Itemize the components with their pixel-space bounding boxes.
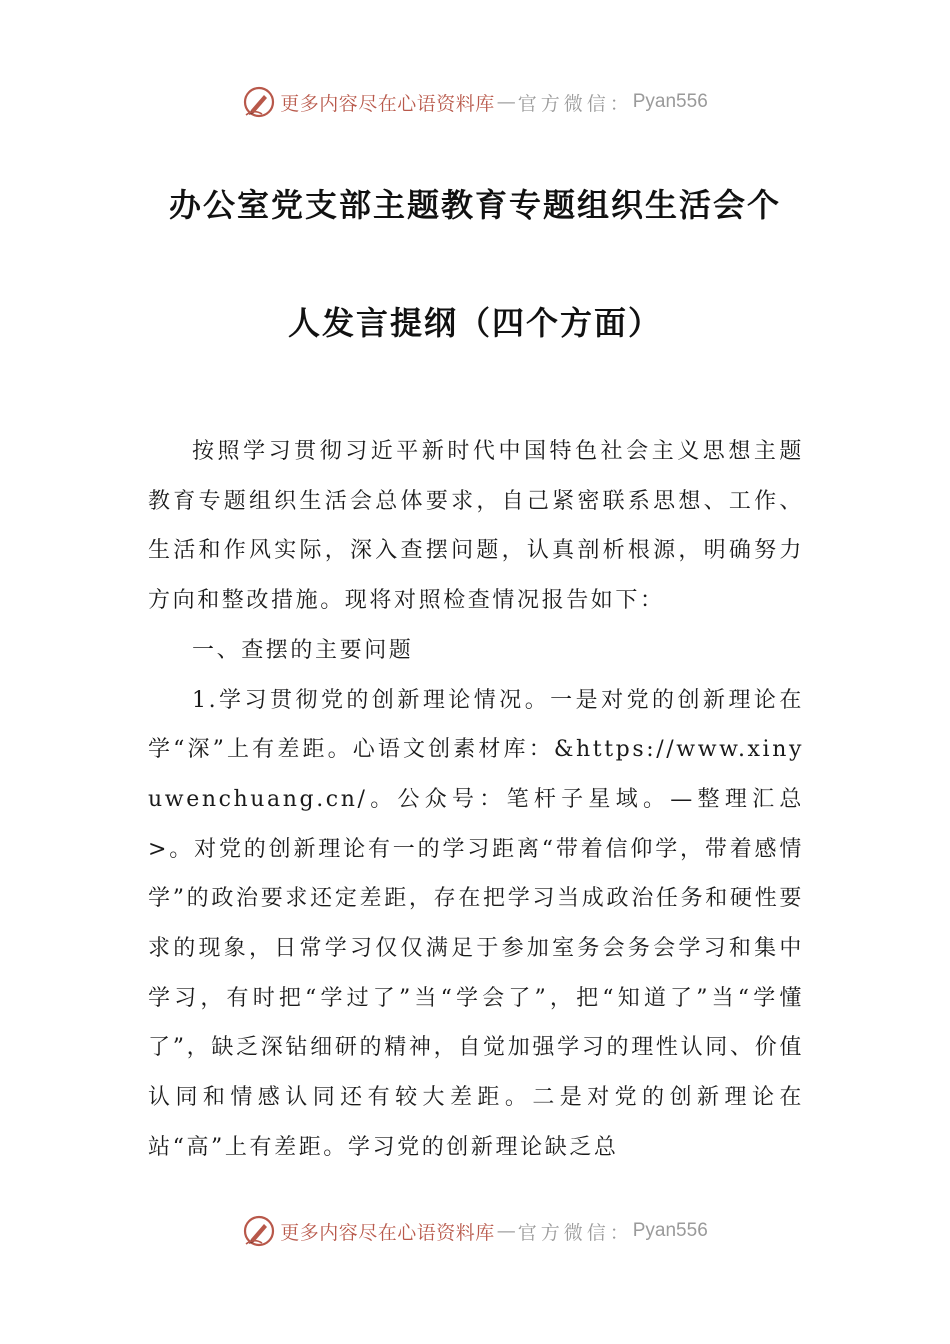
pen-logo-icon <box>242 1214 276 1248</box>
intro-paragraph: 按照学习贯彻习近平新时代中国特色社会主义思想主题教育专题组织生活会总体要求，自己紧密联系思想、工作、生活和作风实际，深入查摆问题，认真剖析根源，明确努力方向和整改措施。现将对照检查情况报告如下： <box>148 439 804 614</box>
document-body <box>148 427 804 1173</box>
banner-separator: — <box>496 1220 516 1242</box>
banner-wechat-label: 官方微信： <box>517 1221 633 1244</box>
header-banner <box>0 82 950 122</box>
banner-text: 更多内容尽在心语资料库 <box>280 92 495 115</box>
banner-wechat-id: Pyan556 <box>632 1220 708 1241</box>
document-title-line1: 办公室党支部主题教育专题组织生活会个 <box>168 186 781 224</box>
banner-wechat-id: Pyan556 <box>632 91 708 112</box>
document-title-line2: 人发言提纲（四个方面） <box>287 304 662 342</box>
body-paragraph: 1.学习贯彻党的创新理论情况。一是对党的创新理论在学“深”上有差距。心语文创素材库：&https://www.xinyuwenchuang.cn/。公众号：笔杆子星域。—整理汇总>。对党的创新理论有一的学习距离“带着信仰学，带着感情学”的政治要求还定差距，存在把学习当成政治任务和硬性要求的现象，日常学习仅仅满足于参加室务会务会学习和集中学习，有时把“学过了”当“学会了”，把“知道了”当“学懂了”，缺乏深钻细研的精神，自觉加强学习的理性认同、价值认同和情感认同还有较大差距。二是对党的创新理论在站“高”上有差距。学习党的创新理论缺乏总 <box>148 687 804 1160</box>
banner-wechat-label: 官方微信： <box>517 92 633 115</box>
pen-logo-icon <box>242 85 276 119</box>
footer-banner <box>0 1211 950 1251</box>
banner-separator: — <box>496 91 516 113</box>
banner-text: 更多内容尽在心语资料库 <box>280 1221 495 1244</box>
section-heading: 一、查摆的主要问题 <box>192 637 414 663</box>
